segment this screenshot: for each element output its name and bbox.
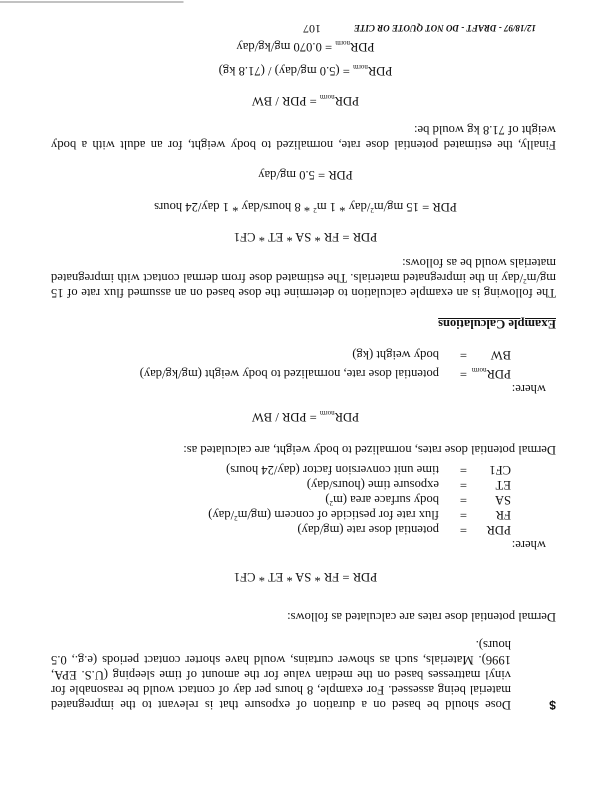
duration-paragraph: Dose should be based on a duration of exposure that is relevant to the impregnated material being assessed. For example, 8 hours per day of contact would be reasonable for vinyl mattresses based on the median value for the amount of time sleeping (U.S. EPA, 1996). Materials, such as shower curtains, would have shorter contact periods (e.g., 0.5 hours). <box>51 638 511 712</box>
page-number: 107 <box>303 22 321 36</box>
definitions-list <box>71 462 511 537</box>
final-equation-3: $PDR_{norm} = 0.070$ mg/kg/day <box>236 39 375 54</box>
final-equation-1: $PDR_{norm}$ = PDR / BW <box>251 93 360 108</box>
definition-pdr: PDR = potential dose rate (mg/day) <box>297 523 511 537</box>
final-equation-2: $PDR_{norm} = (5.0$ mg/day) / (71.8 kg) <box>218 63 393 78</box>
example-equation-1: PDR = FR * SA * ET * CF1 <box>233 230 378 244</box>
where-label-2: where: <box>511 382 546 396</box>
definitions-list-2 <box>71 347 511 381</box>
definition-pdr-norm: $PDR_{norm}$ = potential dose rate, normalized to body weight (mg/kg/day) <box>139 366 511 381</box>
where-label: where: <box>511 538 546 552</box>
bullet-icon: $ <box>549 698 556 712</box>
dermal-intro: Dermal potential dose rates are calculated as follows: <box>287 610 556 624</box>
definition-et: ET = exposure time (hours/day) <box>306 478 511 492</box>
example-paragraph: The following is an example calculation to determine the dose based on an assumed flux rate of 15 $mg/m^2$/day in the impregnated materials. The estimated dose from dermal contact with impregnated materials would be as follows: <box>51 256 556 300</box>
example-equation-2: PDR = 15 $mg/m^2$/day * 1 $m^2 * 8$ hours/day * 1 day/24 hours <box>154 200 457 214</box>
bullet-paragraph <box>51 637 556 712</box>
definition-sa: SA = body surface area $(m^2)$ <box>325 493 511 507</box>
section-heading: Example Calculations <box>438 317 556 331</box>
normalized-intro: Dermal potential dose rates, normalized to body weight, are calculated as: <box>183 443 556 457</box>
equation-pdr-norm: $PDR_{norm}$ = PDR / BW <box>251 409 360 424</box>
scan-edge-line <box>0 1 611 3</box>
definition-cf1: CF1 = time unit conversion factor (day/24 hours) <box>226 463 511 477</box>
final-paragraph: Finally, the estimated potential dose rate, normalized to body weight, for an adult with a body weight of 71.8 kg would be: <box>51 123 556 152</box>
definition-bw: BW = body weight (kg) <box>352 348 511 362</box>
draft-notice: 12/18/97 - DRAFT - DO NOT QUOTE OR CITE <box>353 23 536 33</box>
equation-pdr: PDR = FR * SA * ET * CF1 <box>233 570 378 584</box>
definition-fr: FR = flux rate for pesticide of concern $(mg/m^2/day)$ <box>208 508 511 522</box>
example-equation-3: PDR = 5.0 mg/day <box>258 168 353 182</box>
